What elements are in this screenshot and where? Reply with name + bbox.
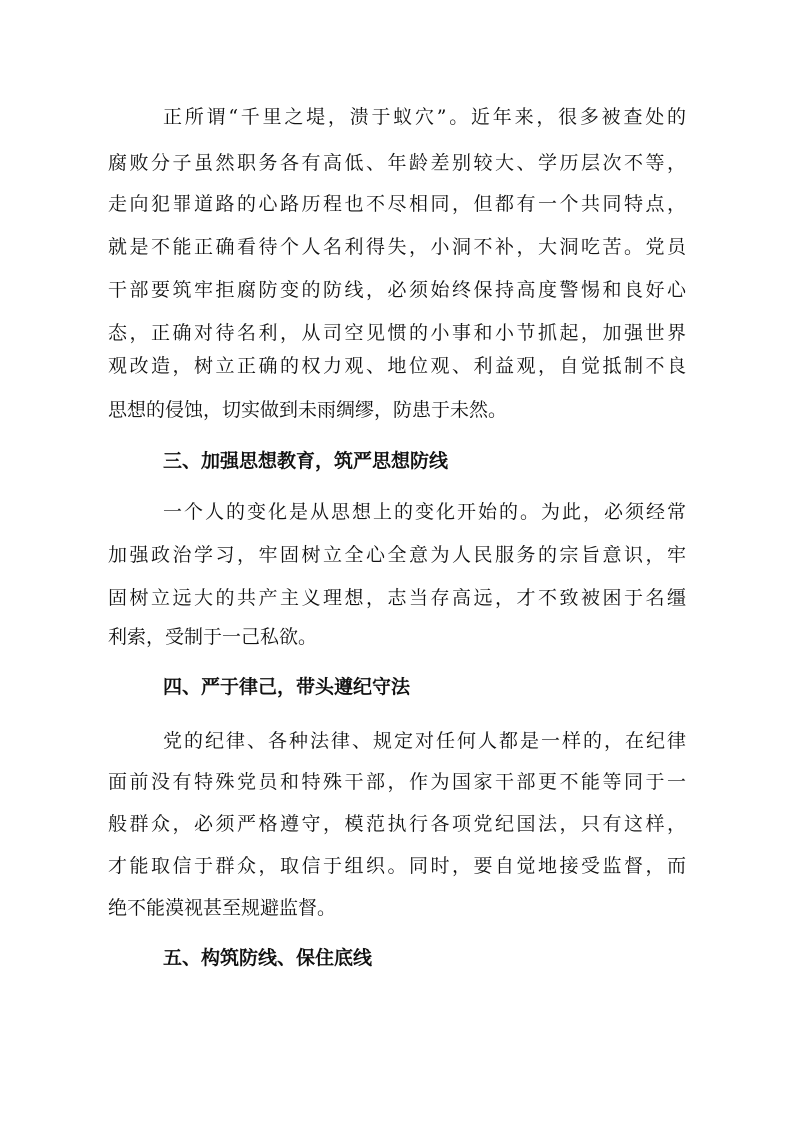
- paragraph-line: 般群众，必须严格遵守，模范执行各项党纪国法，只有这样，: [108, 813, 686, 835]
- paragraph-line: 思想的侵蚀，切实做到未雨绸缪，防患于未然。: [108, 399, 508, 421]
- paragraph-line: 就是不能正确看待个人名利得失，小洞不补，大洞吃苦。党员: [108, 236, 686, 258]
- paragraph-line: 面前没有特殊党员和特殊干部，作为国家干部更不能等同于一: [108, 771, 686, 793]
- paragraph-line: 走向犯罪道路的心路历程也不尽相同，但都有一个共同特点，: [108, 193, 686, 215]
- paragraph-line: 态，正确对待名利，从司空见惯的小事和小节抓起，加强世界: [108, 322, 686, 344]
- paragraph-line: 绝不能漠视甚至规避监督。: [108, 897, 337, 919]
- paragraph-line: 才能取信于群众，取信于组织。同时，要自觉地接受监督，而: [108, 855, 686, 877]
- paragraph-line: 一个人的变化是从思想上的变化开始的。为此，必须经常: [163, 501, 686, 523]
- paragraph-line: 腐败分子虽然职务各有高低、年龄差别较大、学历层次不等，: [108, 152, 686, 174]
- paragraph-line: 正所谓“千里之堤，溃于蚁穴”。近年来，很多被查处的: [163, 106, 686, 128]
- paragraph-line: 利索，受制于一己私欲。: [108, 626, 318, 648]
- paragraph-line: 加强政治学习，牢固树立全心全意为人民服务的宗旨意识，牢: [108, 544, 686, 566]
- paragraph-line: 党的纪律、各种法律、规定对任何人都是一样的，在纪律: [163, 730, 686, 752]
- paragraph-line: 观改造，树立正确的权力观、地位观、利益观，自觉抵制不良: [108, 355, 686, 377]
- paragraph-line: 固树立远大的共产主义理想，志当存高远，才不致被困于名缰: [108, 587, 686, 609]
- section-heading: 五、构筑防线、保住底线: [163, 947, 373, 969]
- section-heading: 三、加强思想教育，筑严思想防线: [163, 450, 449, 472]
- section-heading: 四、严于律己，带头遵纪守法: [163, 676, 411, 698]
- paragraph-line: 干部要筑牢拒腐防变的防线，必须始终保持高度警惕和良好心: [108, 279, 686, 301]
